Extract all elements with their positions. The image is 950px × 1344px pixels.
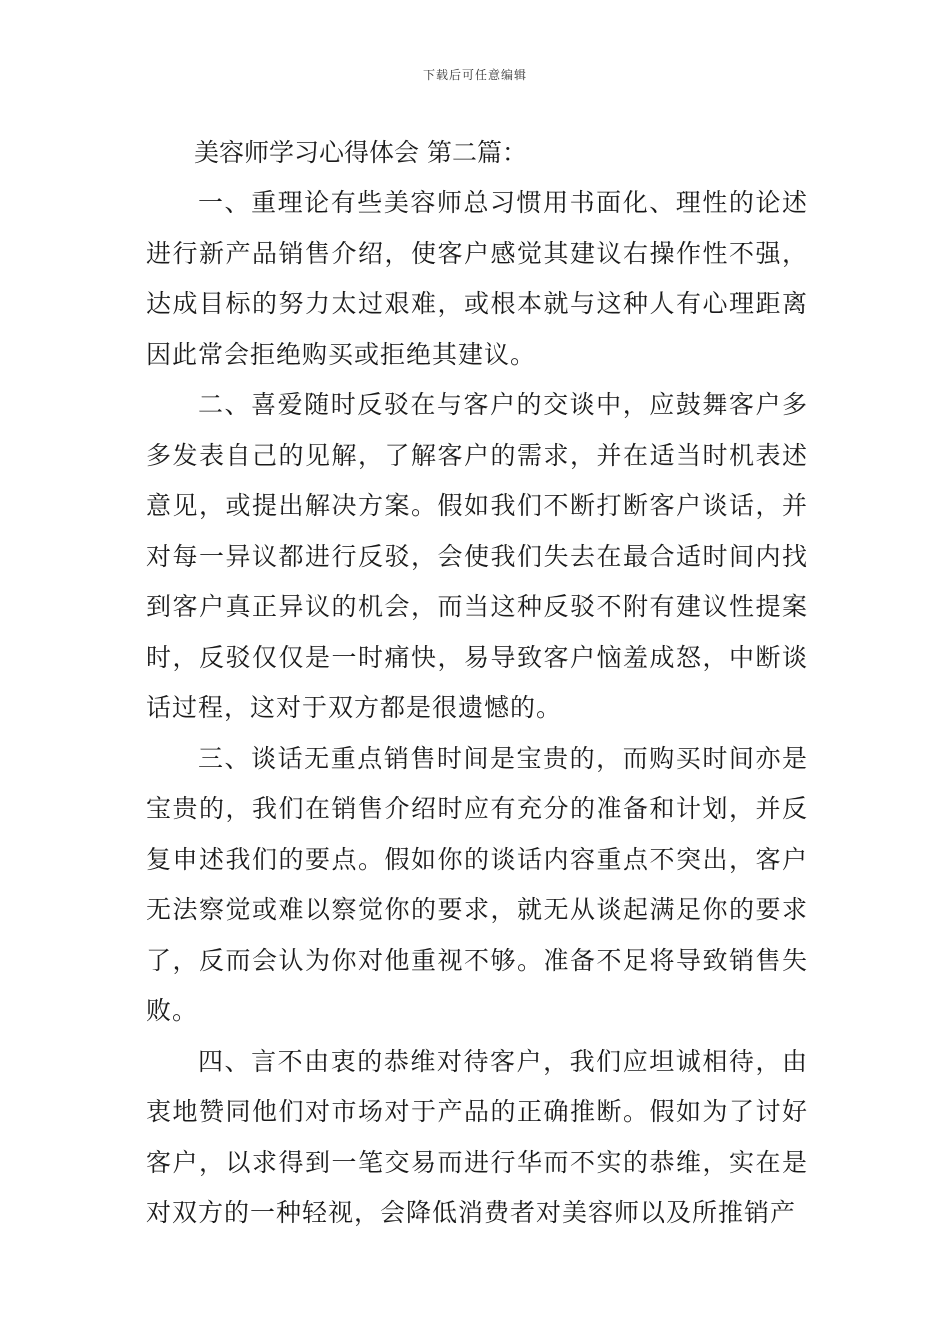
paragraph-3: 三、谈话无重点销售时间是宝贵的，而购买时间亦是宝贵的，我们在销售介绍时应有充分的准备和计划，并反复申述我们的要点。假如你的谈话内容重点不突出，客户无法察觉或难以察觉你的要求，就无从谈起满足你的要求了，反而会认为你对他重视不够。准备不足将导致销售失败。 xyxy=(146,743,808,1025)
document-body xyxy=(146,128,808,1239)
header-note: 下载后可任意编辑 xyxy=(422,68,527,82)
paragraph-2: 二、喜爱随时反驳在与客户的交谈中，应鼓舞客户多多发表自己的见解，了解客户的需求，并在适当时机表述意见，或提出解决方案。假如我们不断打断客户谈话，并对每一异议都进行反驳，会使我们失去在最合适时间内找到客户真正异议的机会，而当这种反驳不附有建议性提案时，反驳仅仅是一时痛快，易导致客户恼羞成怒，中断谈话过程，这对于双方都是很遗憾的。 xyxy=(146,390,808,722)
paragraph-1: 一、重理论有些美容师总习惯用书面化、理性的论述进行新产品销售介绍，使客户感觉其建议右操作性不强，达成目标的努力太过艰难，或根本就与这种人有心理距离因此常会拒绝购买或拒绝其建议。 xyxy=(146,188,808,369)
document-title: 美容师学习心得体会 第二篇： xyxy=(194,138,527,167)
paragraph-4: 四、言不由衷的恭维对待客户，我们应坦诚相待，由衷地赞同他们对市场对于产品的正确推断。假如为了讨好客户，以求得到一笔交易而进行华而不实的恭维，实在是对双方的一种轻视，会降低消费者对美容师以及所推销产 xyxy=(146,1046,808,1227)
